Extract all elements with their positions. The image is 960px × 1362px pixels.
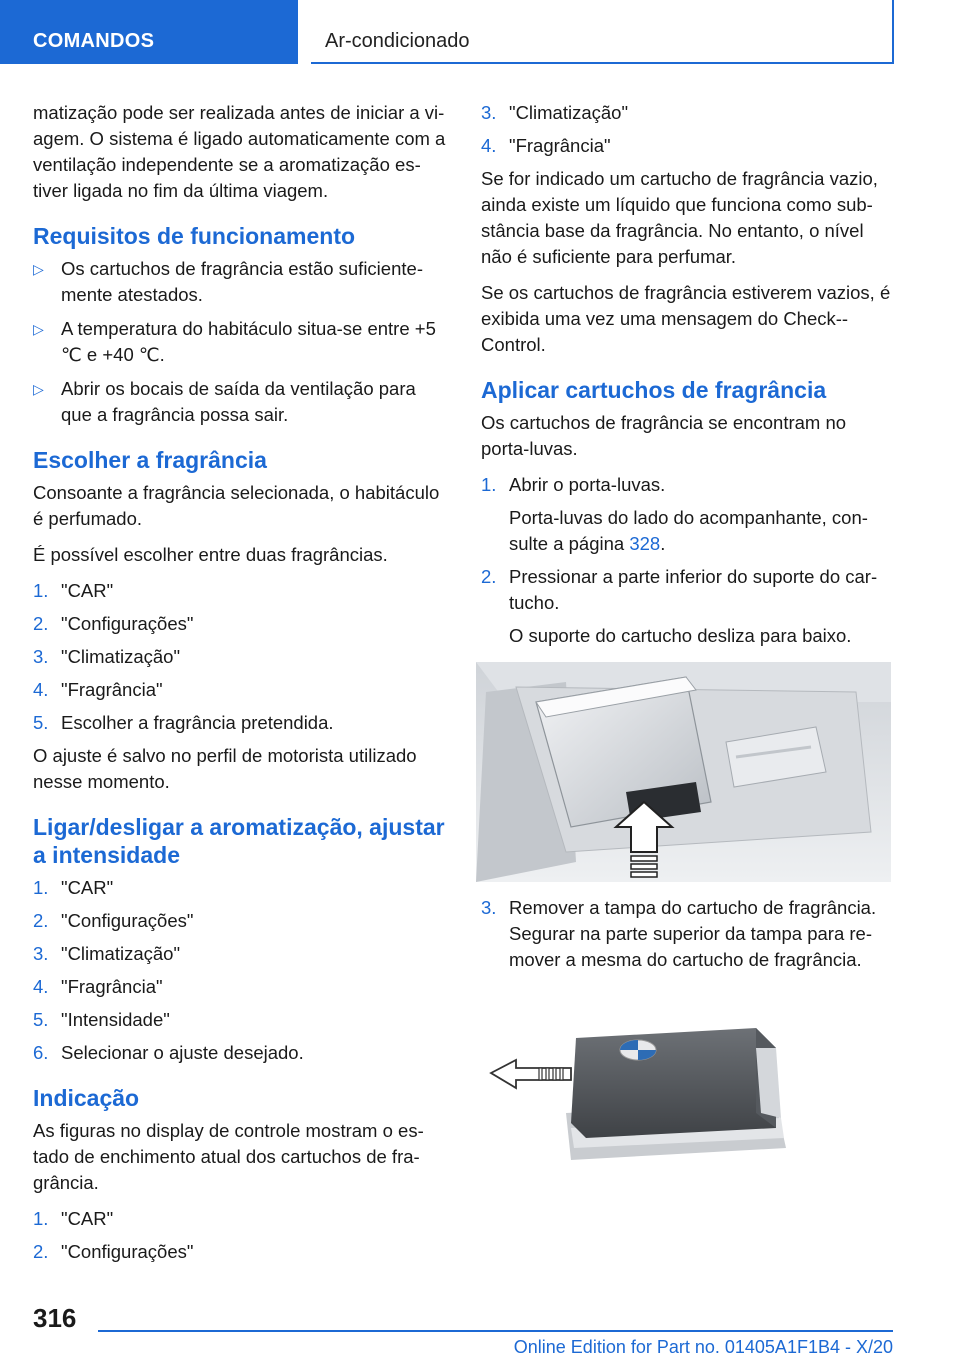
choose-steps xyxy=(33,578,447,736)
list-item: 1. "CAR" xyxy=(33,877,114,898)
right-column xyxy=(481,100,893,656)
step-detail: O suporte do cartucho desliza para baixo. xyxy=(509,625,852,646)
footer-edition: Online Edition for Part no. 01405A1F1B4 - X/20 xyxy=(513,1337,893,1357)
empty-paragraph-2: Se os cartuchos de fragrância estiverem vazios, é exibida uma vez uma mensagem do Check-Control. xyxy=(481,282,891,355)
list-item: 1. "CAR" xyxy=(33,1208,114,1229)
choose-paragraph-2: É possível escolher entre duas fragrâncias. xyxy=(33,544,388,565)
indication-steps xyxy=(33,1206,447,1265)
apply-paragraph: Os cartuchos de fragrância se encontram no porta-luvas. xyxy=(481,412,847,459)
heading-requirements: Requisitos de funcionamento xyxy=(33,223,356,249)
heading-on-off: Ligar/desligar a aromatização, ajustar a intensidade xyxy=(33,814,445,868)
header-section-tab xyxy=(0,0,298,64)
left-column xyxy=(33,100,447,1272)
choose-note: O ajuste é salvo no perfil de motorista utilizado nesse momento. xyxy=(33,745,417,792)
heading-indication: Indicação xyxy=(33,1085,140,1111)
heading-choose-fragrance: Escolher a fragrância xyxy=(33,447,267,473)
list-item: 2. "Configurações" xyxy=(33,910,194,931)
list-item: 5. Escolher a fragrância pretendida. xyxy=(33,712,334,733)
heading-apply-cartridges: Aplicar cartuchos de fragrância xyxy=(481,377,827,403)
indication-steps-continued xyxy=(481,100,893,159)
list-item: 3. Remover a tampa do cartucho de fragrância. Segurar na parte superior da tampa para remover a mesma do cartucho de fragrância. xyxy=(481,897,877,970)
header-chapter-box xyxy=(311,0,894,64)
list-item: 3. "Climatização" xyxy=(33,943,181,964)
list-item: ▷ Os cartuchos de fragrância estão suficientemente atestados. xyxy=(33,258,423,305)
indication-paragraph: As figuras no display de controle mostram o estado de enchimento atual dos cartuchos de fragrância. xyxy=(33,1120,424,1193)
step-detail: Porta-luvas do lado do acompanhante, consulte a página 328. xyxy=(509,507,868,554)
list-item: ▷ A temperatura do habitáculo situa-se entre +5 ℃ e +40 ℃. xyxy=(33,318,436,365)
onoff-steps xyxy=(33,875,447,1066)
page-reference-link[interactable]: 328 xyxy=(629,533,661,554)
triangle-bullet-icon: ▷ xyxy=(33,321,44,337)
list-item: 6. Selecionar o ajuste desejado. xyxy=(33,1042,304,1063)
list-item: 1. "CAR" xyxy=(33,580,114,601)
header-chapter-label: Ar-condicionado xyxy=(325,30,470,52)
empty-paragraph-1: Se for indicado um cartucho de fragrância vazio, ainda existe um líquido que funciona como substância base da fragrância. No entanto, o nível não é suficiente para perfumar. xyxy=(481,168,878,267)
list-item: 3. "Climatização" xyxy=(481,102,629,123)
list-item: 4. "Fragrância" xyxy=(33,976,163,997)
list-item: 3. "Climatização" xyxy=(33,646,181,667)
requirements-list xyxy=(33,256,447,428)
footer-divider xyxy=(98,1330,893,1332)
page-number: 316 xyxy=(33,1303,77,1333)
triangle-bullet-icon: ▷ xyxy=(33,261,44,277)
list-item: 5. "Intensidade" xyxy=(33,1009,170,1030)
list-item: ▷ Abrir os bocais de saída da ventilação para que a fragrância possa sair. xyxy=(33,378,416,425)
triangle-bullet-icon: ▷ xyxy=(33,381,44,397)
list-item: 4. "Fragrância" xyxy=(481,135,611,156)
glovebox-illustration xyxy=(476,662,891,882)
choose-paragraph-1: Consoante a fragrância selecionada, o habitáculo é perfumado. xyxy=(33,482,440,529)
list-item: 2. Pressionar a parte inferior do suporte do cartucho. O suporte do cartucho desliza para baixo. xyxy=(481,564,893,649)
list-item: 2. "Configurações" xyxy=(33,613,194,634)
list-item: 2. "Configurações" xyxy=(33,1241,194,1262)
apply-steps xyxy=(481,472,893,649)
list-item: 4. "Fragrância" xyxy=(33,679,163,700)
list-item: 1. Abrir o porta-luvas. Porta-luvas do lado do acompanhante, consulte a página 328. xyxy=(481,472,893,557)
header-section-label: COMANDOS xyxy=(33,30,155,52)
intro-paragraph: matização pode ser realizada antes de iniciar a viagem. O sistema é ligado automaticamente com a ventilação independente se a aromatização estiver ligada no fim da última viagem. xyxy=(33,102,446,201)
apply-steps-continued xyxy=(481,895,893,973)
cartridge-illustration xyxy=(476,1018,891,1168)
apply-step-3-container xyxy=(481,895,893,980)
